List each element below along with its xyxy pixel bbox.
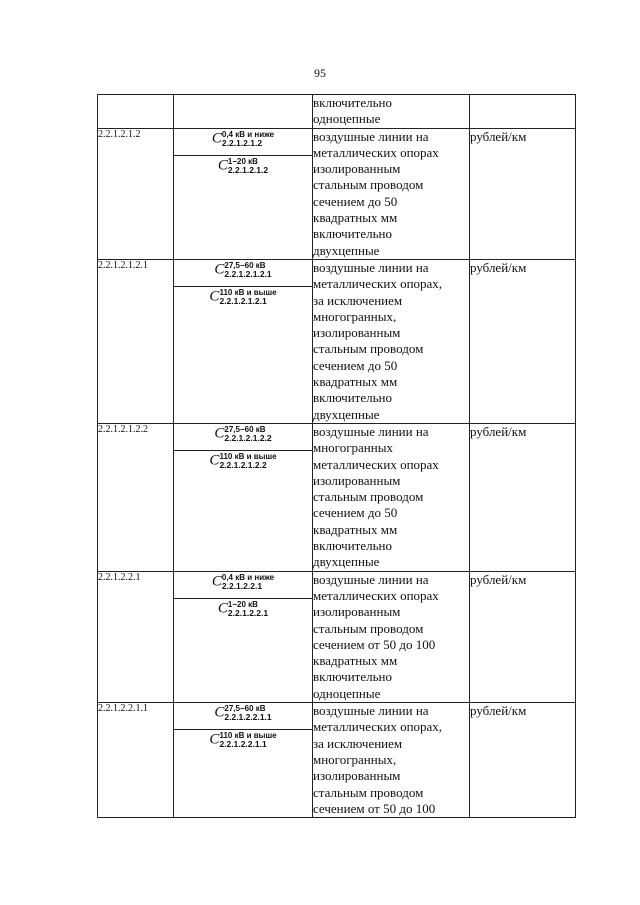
description-line: стальным проводом (313, 784, 424, 800)
rate-index: 2.2.1.2.2.1.1 (224, 712, 272, 723)
rate-symbol: C (214, 261, 225, 278)
description-line: воздушные линии на (313, 423, 429, 439)
rate-cell (174, 571, 313, 702)
rate-voltage: 110 кВ и выше (219, 451, 277, 461)
description-line: металлических опорах (313, 144, 439, 160)
row-unit: рублей/км (470, 571, 576, 702)
row-unit (470, 95, 576, 129)
description-line: сечением до 50 (313, 193, 398, 209)
rate-voltage: 1−20 кВ (227, 599, 258, 609)
description-line: стальным проводом (313, 620, 424, 636)
table-row (98, 703, 576, 818)
rate-index: 2.2.1.2.1.2.2 (224, 432, 272, 443)
rate-voltage: 27,5−60 кВ (224, 704, 266, 714)
description-line: квадратных мм (313, 374, 398, 390)
rate-formula (174, 599, 312, 626)
rate-formula (174, 730, 312, 757)
description-line: двухцепные (313, 242, 380, 258)
rate-cell (174, 703, 313, 818)
description-line: включительно (313, 390, 392, 406)
table-row (98, 259, 576, 423)
description-line: сечением до 50 (313, 357, 398, 373)
table-row (98, 128, 576, 259)
description-line: воздушные линии на (313, 259, 429, 275)
rate-symbol: C (209, 288, 220, 305)
description-line: металлических опорах, (313, 276, 443, 292)
description-line: квадратных мм (313, 521, 398, 537)
description-line: квадратных мм (313, 210, 398, 226)
row-unit: рублей/км (470, 423, 576, 571)
rate-index: 2.2.1.2.1.2 (227, 164, 269, 175)
rate-index: 2.2.1.2.1.2.2 (219, 459, 267, 470)
rate-voltage: 110 кВ и выше (219, 731, 277, 741)
rate-index: 2.2.1.2.1.2.1 (224, 268, 272, 279)
description-line: включительно (313, 95, 392, 110)
row-code: 2.2.1.2.2.1.1 (98, 703, 174, 818)
rate-cell (174, 128, 313, 259)
row-description (313, 703, 470, 818)
description-line: воздушные линии на (313, 703, 429, 719)
row-code: 2.2.1.2.1.2.1 (98, 259, 174, 423)
rate-index: 2.2.1.2.2.1 (221, 580, 263, 591)
table-row (98, 95, 576, 129)
rate-symbol: C (214, 425, 225, 442)
rate-formula (174, 156, 312, 183)
description-line: стальным проводом (313, 489, 424, 505)
description-line: стальным проводом (313, 341, 424, 357)
description-line: изолированным (313, 604, 401, 620)
rate-index: 2.2.1.2.2.1.1 (219, 739, 267, 750)
description-line: изолированным (313, 768, 401, 784)
rate-index: 2.2.1.2.2.1 (227, 607, 269, 618)
row-code (98, 95, 174, 129)
description-line: двухцепные (313, 554, 380, 570)
description-line: стальным проводом (313, 177, 424, 193)
rate-voltage: 0,4 кВ и ниже (221, 572, 275, 582)
tariff-table (97, 94, 576, 818)
row-description (313, 128, 470, 259)
rate-formula (174, 451, 312, 478)
description-line: изолированным (313, 472, 401, 488)
description-line: двухцепные (313, 406, 380, 422)
row-unit: рублей/км (470, 128, 576, 259)
rate-voltage: 1−20 кВ (227, 156, 258, 166)
rate-voltage: 110 кВ и выше (219, 287, 277, 297)
description-line: включительно (313, 538, 392, 554)
description-line: металлических опорах (313, 456, 439, 472)
description-line: изолированным (313, 161, 401, 177)
description-line: многогранных (313, 440, 393, 456)
description-line: за исключением (313, 292, 403, 308)
description-line: металлических опорах, (313, 719, 443, 735)
rate-cell (174, 259, 313, 423)
rate-formula (174, 572, 312, 599)
row-description (313, 571, 470, 702)
description-line: многогранных, (313, 751, 397, 767)
rate-voltage: 27,5−60 кВ (224, 260, 266, 270)
description-line: за исключением (313, 735, 403, 751)
row-code: 2.2.1.2.1.2.2 (98, 423, 174, 571)
description-line: воздушные линии на (313, 571, 429, 587)
rate-symbol: C (209, 731, 220, 748)
rate-formula (174, 129, 312, 156)
description-line: сечением от 50 до 100 (313, 800, 436, 816)
row-unit: рублей/км (470, 259, 576, 423)
rate-symbol: C (214, 704, 225, 721)
rate-index: 2.2.1.2.1.2 (221, 137, 263, 148)
description-line: одноцепные (313, 685, 381, 701)
description-line: многогранных, (313, 308, 397, 324)
description-line: металлических опорах (313, 587, 439, 603)
description-line: квадратных мм (313, 653, 398, 669)
table-row (98, 571, 576, 702)
rate-cell (174, 423, 313, 571)
rate-symbol: C (211, 130, 222, 147)
description-line: воздушные линии на (313, 128, 429, 144)
row-code: 2.2.1.2.1.2 (98, 128, 174, 259)
tariff-table-body (98, 95, 576, 818)
rate-index: 2.2.1.2.1.2.1 (219, 295, 267, 306)
row-code: 2.2.1.2.2.1 (98, 571, 174, 702)
rate-formula (174, 260, 312, 287)
rate-symbol: C (217, 157, 228, 174)
rate-voltage: 27,5−60 кВ (224, 424, 266, 434)
page-number: 95 (314, 66, 326, 80)
rate-symbol: C (217, 600, 228, 617)
description-line: одноцепные (313, 111, 381, 127)
description-line: включительно (313, 226, 392, 242)
rate-formula (174, 703, 312, 730)
rate-formula (174, 287, 312, 314)
description-line: сечением до 50 (313, 505, 398, 521)
rate-voltage: 0,4 кВ и ниже (221, 129, 275, 139)
rate-symbol: C (211, 573, 222, 590)
rate-formula (174, 424, 312, 451)
row-unit: рублей/км (470, 703, 576, 818)
rate-symbol: C (209, 452, 220, 469)
rate-cell (174, 95, 313, 129)
table-row (98, 423, 576, 571)
description-line: сечением от 50 до 100 (313, 636, 436, 652)
row-description (313, 259, 470, 423)
row-description (313, 95, 470, 129)
description-line: включительно (313, 669, 392, 685)
row-description (313, 423, 470, 571)
description-line: изолированным (313, 325, 401, 341)
